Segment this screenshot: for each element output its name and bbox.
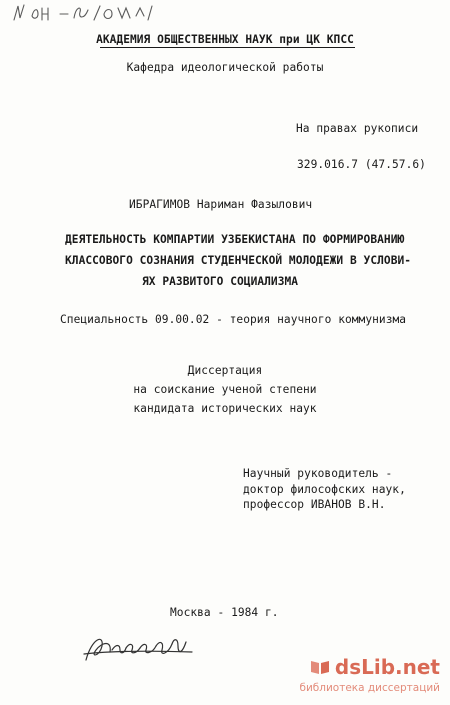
supervisor-degree: доктор философских наук, xyxy=(243,483,406,496)
watermark-subtitle: библиотека диссертаций xyxy=(299,682,440,694)
supervisor-name: профессор ИВАНОВ В.Н. xyxy=(243,498,386,511)
handwritten-archive-note xyxy=(8,2,158,24)
heading-underline xyxy=(100,47,355,48)
title-line-1: ДЕЯТЕЛЬНОСТЬ КОМПАРТИИ УЗБЕКИСТАНА ПО ФОРМИРОВАНИЮ xyxy=(65,233,405,246)
specialty-line: Специальность 09.00.02 - теория научного коммунизма xyxy=(60,313,407,326)
degree-line-2: кандидата исторических наук xyxy=(133,402,317,415)
watermark-brand xyxy=(299,657,440,677)
watermark-brand-text: dsLib.net xyxy=(334,655,440,679)
handwritten-signature xyxy=(82,632,202,666)
dissertation-label: Диссертация xyxy=(187,364,263,377)
rights-notice: На правах рукописи xyxy=(296,122,419,135)
book-icon xyxy=(309,658,331,676)
udc-code: 329.016.7 (47.57.6) xyxy=(297,158,426,171)
title-line-2: КЛАССОВОГО СОЗНАНИЯ СТУДЕНЧЕСКОЙ МОЛОДЕЖИ В УСЛОВИ- xyxy=(65,254,412,267)
place-year: Москва - 1984 г. xyxy=(170,606,279,619)
institution-heading: АКАДЕМИЯ ОБЩЕСТВЕННЫХ НАУК при ЦК КПСС xyxy=(96,33,354,46)
site-watermark xyxy=(299,657,440,695)
title-line-3: ЯХ РАЗВИТОГО СОЦИАЛИЗМА xyxy=(142,275,299,288)
supervisor-label: Научный руководитель - xyxy=(243,467,393,480)
degree-line-1: на соискание ученой степени xyxy=(133,383,317,396)
department-name: Кафедра идеологической работы xyxy=(126,61,324,74)
author-name: ИБРАГИМОВ Нариман Фазылович xyxy=(129,198,313,211)
